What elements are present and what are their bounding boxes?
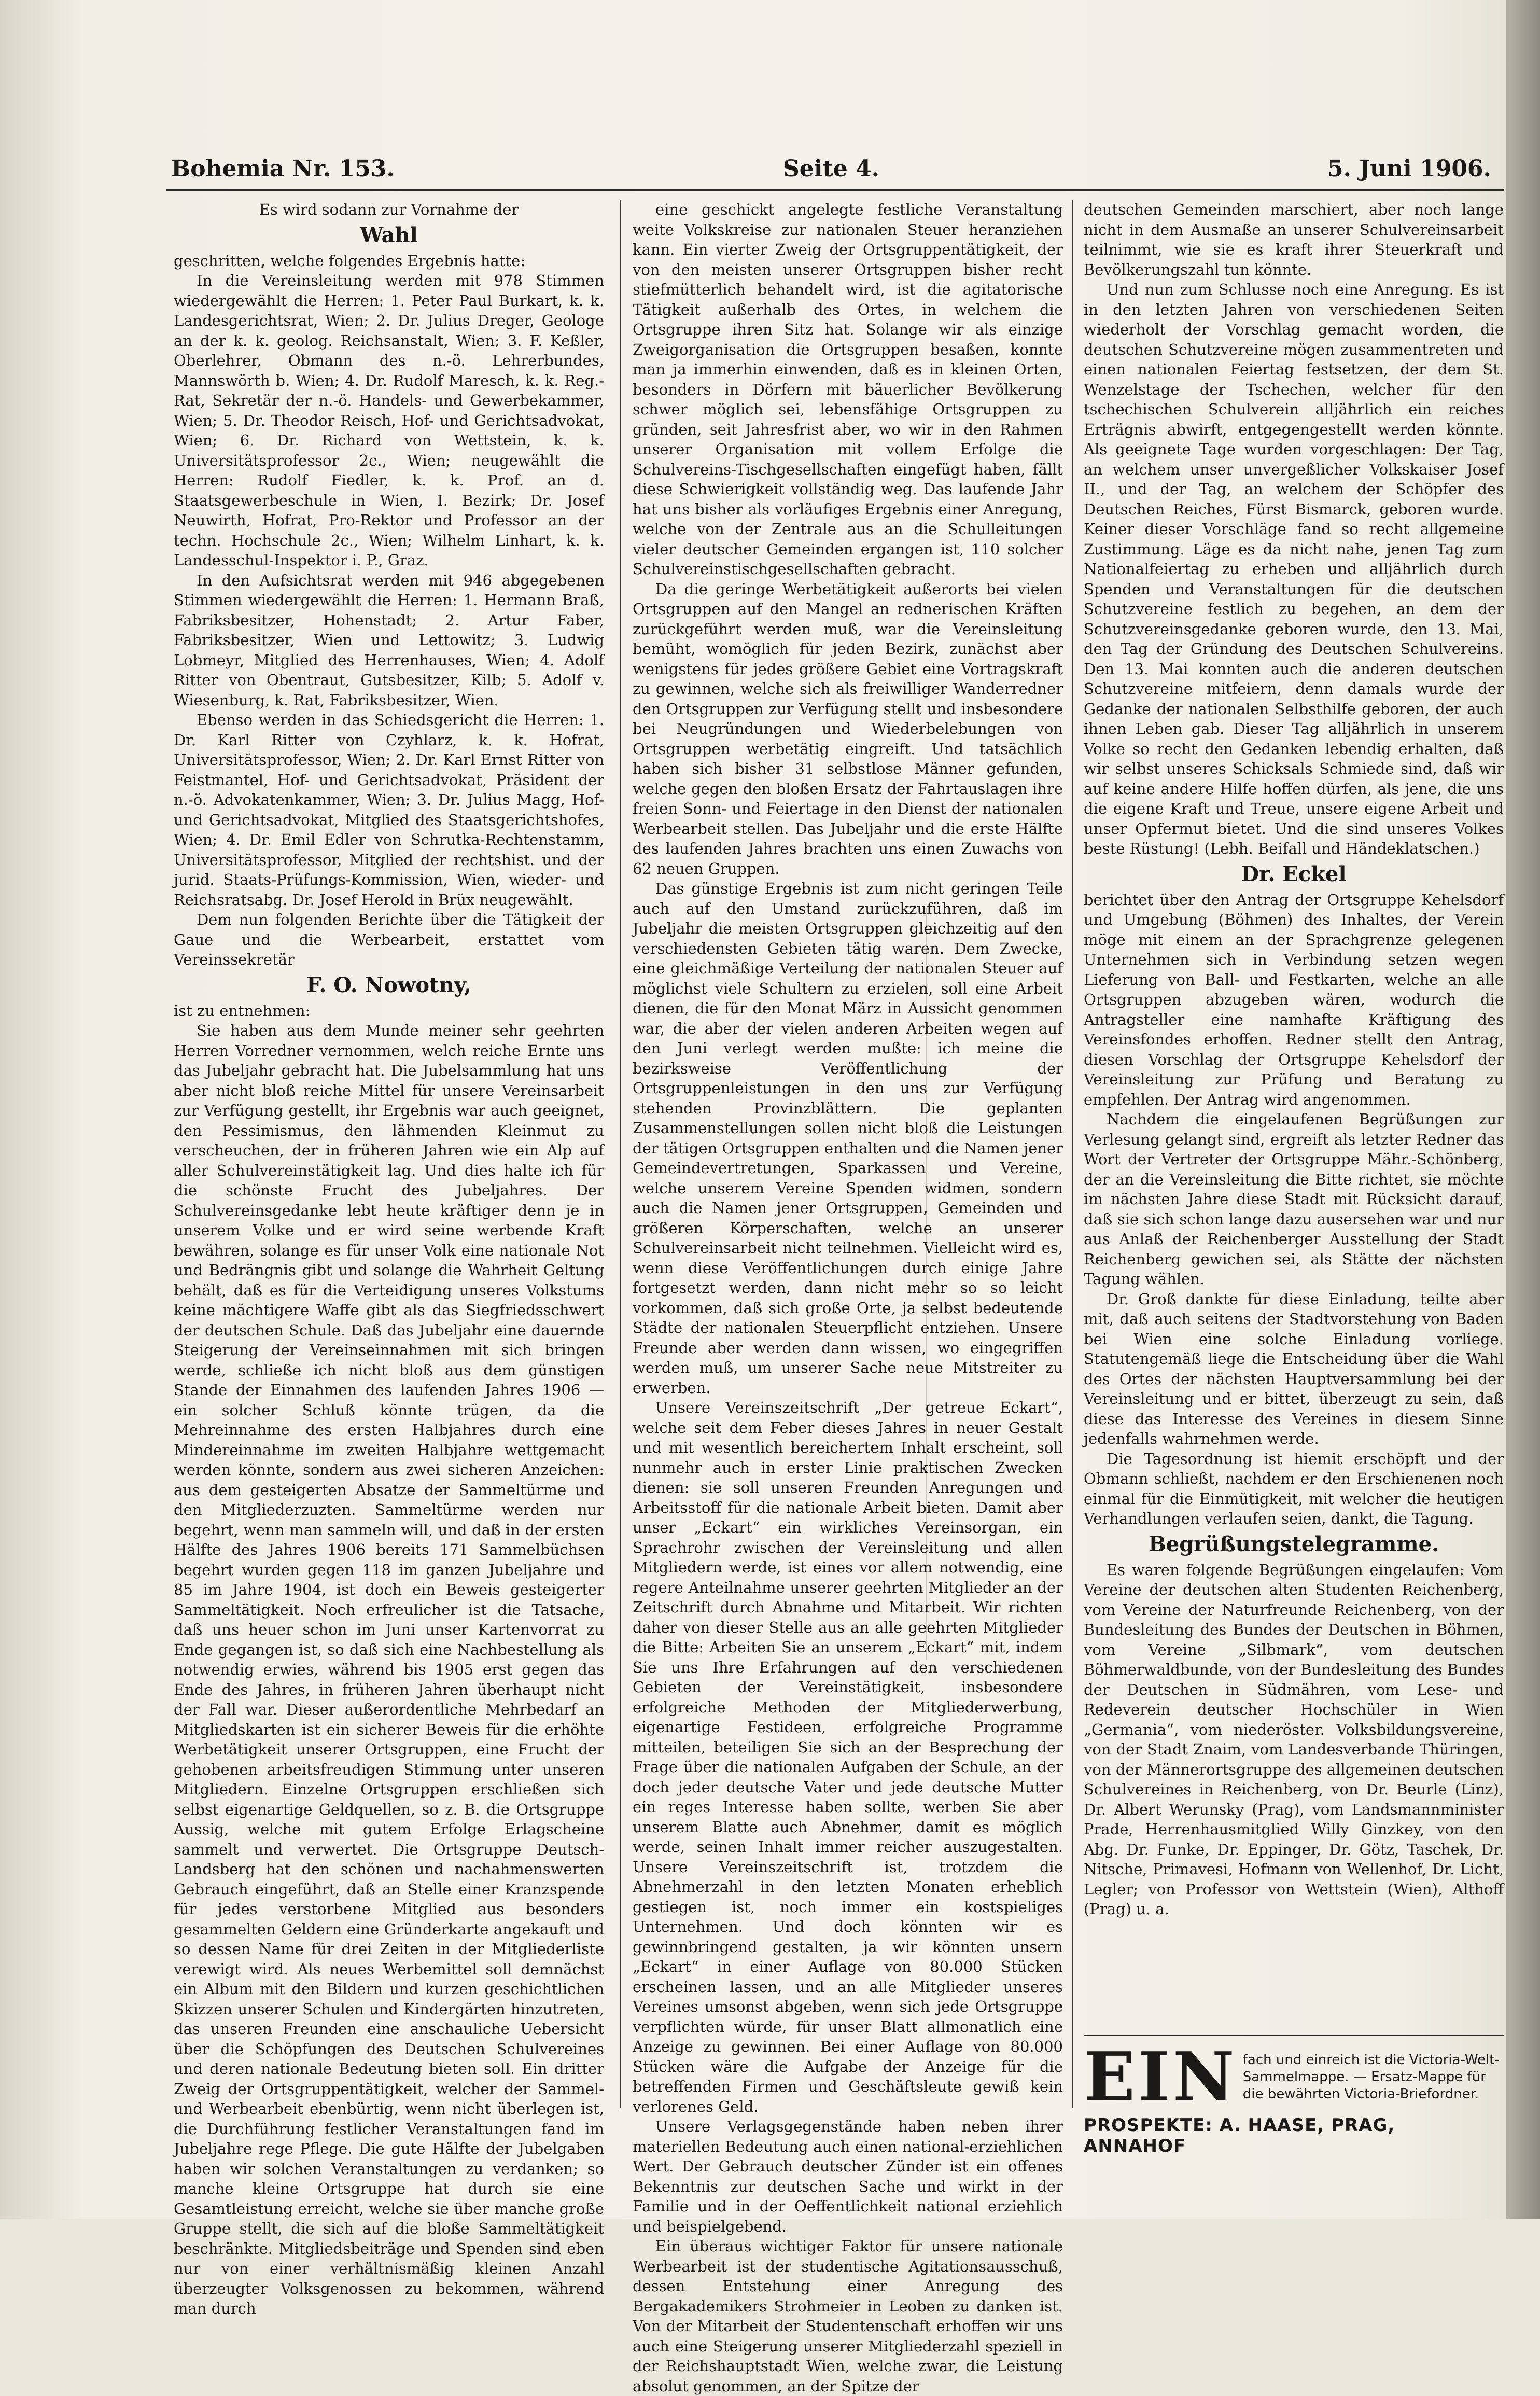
paragraph: Dr. Groß dankte für diese Einladung, teilte aber mit, daß auch seitens der Stadtvorstehung von Baden bei Wien eine solche Einladung vorliege. Statutengemäß liege die Entscheidung über die Wahl des Ortes der nächsten Hauptversammlung bei der Vereinsleitung und er bittet, überzeugt zu sein, daß diese das Interesse des Vereines in diesem Sinne jedenfalls wahrnehmen werde. [1084, 1290, 1504, 1447]
paragraph: Unsere Vereinszeitschrift „Der getreue Eckart“, welche seit dem Feber dieses Jahres in neuer Gestalt und mit wesentlich bereichertem Inhalt erscheint, soll nunmehr auch in erster Linie praktischen Zwecken dienen: sie soll unseren Freunden Anregungen und Arbeitsstoff für die nationale Arbeit bieten. Damit aber unser „Eckart“ ein wirkliches Vereinsorgan, ein Sprachrohr zwischen der Vereinsleitung und allen Mitgliedern werde, ist eines vor allem notwendig, eine regere Anteilnahme unserer geehrten Mitglieder an der Zeitschrift durch Abnahme und Mitarbeit. Wir richten daher von dieser Stelle aus an alle geehrten Mitglieder die Bitte: Arbeiten Sie an unserem „Eckart“ mit, indem Sie uns Ihre Erfahrungen auf den verschiedenen Gebieten der Vereinstätigkeit, insbesondere erfolgreiche Methoden der Mitgliederwerbung, eigenartige Festideen, erfolgreiche Programme mitteilen, beteiligen Sie sich an der Besprechung der Frage über die nationalen Aufgaben der Schule, an der doch jeder deutsche Vater und jede deutsche Mutter ein reges Interesse haben sollte, werben Sie aber unserem Blatte auch Abnehmer, damit es möglich werde, seinen Inhalt immer reicher auszugestalten. Unsere Vereinszeitschrift ist, trotzdem die Abnehmerzahl in den letzten Monaten erheblich gestiegen ist, noch immer ein kostspieliges Unternehmen. Und doch könnten wir es gewinnbringend gestalten, ja wir könnten unsern „Eckart“ in einer Auflage von 80.000 Stücken erscheinen lassen, und an alle Mitglieder unseres Vereines umsonst abgeben, wenn sich jede Ortsgruppe verpflichten würde, für unser Blatt allmonatlich eine Anzeige zu gewinnen. Bei einer Auflage von 80.000 Stücken wäre die Aufgabe der Anzeige für die betreffenden Firmen und Geschäftsleute gewiß kein verlorenes Geld. [633, 1399, 1063, 2115]
column-rule [1072, 200, 1073, 2108]
header-issue: Bohemia Nr. 153. [171, 156, 395, 182]
paragraph: Und nun zum Schlusse noch eine Anregung. Es ist in den letzten Jahren von verschiedenen Seiten wiederholt der Vorschlag gemacht worden, die deutschen Schutzvereine mögen zusammentreten und einen nationalen Feiertag festsetzen, der dem St. Wenzelstage der Tschechen, welcher für den tschechischen Schulverein alljährlich ein reiches Erträgnis abwirft, entgegengestellt werden könnte. Als geeignete Tage wurden vorgeschlagen: Der Tag, an welchem unser unvergeßlicher Volkskaiser Josef II., und der Tag, an welchem der Schöpfer des Deutschen Reiches, Fürst Bismarck, geboren wurde. Keiner dieser Vorschläge fand so recht allgemeine Zustimmung. Läge es da nicht nahe, jenen Tag zum Nationalfeiertag zu erheben und alljährlich durch Spenden und Veranstaltungen für die deutschen Schutzvereine festlich zu begehen, an dem der Schutzvereinsgedanke geboren wurde, den 13. Mai, den Tag der Gründung des Deutschen Schulvereins. Den 13. Mai konnten auch die anderen deutschen Schutzvereine mitfeiern, denn damals wurde der Gedanke der nationalen Selbsthilfe geboren, der auch ihnen Leben gab. Dieser Tag alljährlich in unserem Volke so recht den Gedanken lebendig erhalten, daß wir selbst unseres Schicksals Schmiede sind, daß wir auf keine andere Hilfe hoffen dürfen, als jene, die uns die eigene Kraft und Treue, unsere eigene Arbeit und unser Opfermut bietet. Und die sind unseres Volkes beste Rüstung! (Lebh. Beifall und Händeklatschen.) [1084, 281, 1504, 857]
paragraph: Es waren folgende Begrüßungen eingelaufen: Vom Vereine der deutschen alten Studenten Reichenberg, vom Vereine der Naturfreunde Reichenberg, von der Bundesleitung des Bundes der Deutschen in Böhmen, vom Vereine „Silbmark“, vom deutschen Böhmerwaldbunde, von der Bundesleitung des Bundes der Deutschen in Südmähren, vom Lese- und Redeverein deutscher Hochschüler in Wien „Germania“, vom niederöster. Volksbildungsvereine, von der Stadt Znaim, vom Landesverbande Thüringen, von der Männerortsgruppe des allgemeinen deutschen Schulvereines in Reichenberg, von Dr. Beurle (Linz), Dr. Albert Werunsky (Prag), vom Landsmannminister Prade, Herrenhausmitglied Willy Ginzkey, von den Abg. Dr. Funke, Dr. Eppinger, Dr. Götz, Taschek, Dr. Nitsche, Primavesi, Hofmann von Wellenhof, Dr. Licht, Legler; von Professor von Wettstein (Wien), Althoff (Prag) u. a. [1084, 1561, 1504, 1918]
advertisement [1084, 2025, 1504, 2156]
section-heading: Wahl [360, 222, 418, 247]
section-heading: F. O. Nowotny, [306, 972, 471, 997]
paragraph: Die Tagesordnung ist hiemit erschöpft und der Obmann schließt, nachdem er den Erschienenen noch einmal für die Einmütigkeit, mit welcher die heutigen Verhandlungen verlaufen seien, dankt, die Tagung. [1084, 1450, 1504, 1527]
paragraph: eine geschickt angelegte festliche Veranstaltung weite Volkskreise zur nationalen Steuer heranziehen kann. Ein vierter Zweig der Ortsgruppentätigkeit, der von den meisten unserer Ortsgruppen bisher recht stiefmütterlich behandelt wird, ist die agitatorische Tätigkeit außerhalb des Ortes, in welchem die Ortsgruppe ihren Sitz hat. Solange wir als einzige Zweigorganisation die Ortsgruppen besaßen, konnte man ja immerhin einwenden, daß es in kleinen Orten, besonders in Dörfern mit bäuerlicher Bevölkerung schwer möglich sei, lebensfähige Ortsgruppen zu gründen, seit Jahresfrist aber, wo wir in den Rahmen unserer Organisation mit vollem Erfolge die Schulvereins-Tischgesellschaften eingefügt haben, fällt diese Schwierigkeit vollständig weg. Das laufende Jahr hat uns bisher als vorläufiges Ergebnis einer Anregung, welche von der Zentrale aus an die Schulleitungen vieler deutscher Gemeinden ergangen ist, 110 solcher Schulvereinstischgesellschaften gebracht. [633, 201, 1063, 578]
column-2 [633, 200, 1063, 2395]
column-rule [620, 200, 621, 2108]
paragraph: Ebenso werden in das Schiedsgericht die Herren: 1. Dr. Karl Ritter von Czyhlarz, k. k. Hofrat, Universitätsprofessor, Wien; 2. Dr. Karl Ernst Ritter von Feistmantel, Hof- und Gerichtsadvokat, Präsident der n.-ö. Advokatenkammer, Wien; 3. Dr. Julius Magg, Hof- und Gerichtsadvokat, Mitglied des Staatsgerichtshofes, Wien; 4. Dr. Emil Edler von Schrutka-Rechtenstamm, Universitätsprofessor, Mitglied der rechtshist. und der jurid. Staats-Prüfungs-Kommission, Wien, wieder- und Reichsratsabg. Dr. Josef Herold in Brüx neugewählt. [174, 711, 604, 909]
section-heading: Dr. Eckel [1241, 861, 1347, 886]
paragraph: deutschen Gemeinden marschiert, aber noch lange nicht in dem Ausmaße an unserer Schulvereinsarbeit teilnimmt, wie sie es kraft ihrer Steuerkraft und Bevölkerungszahl tun könnte. [1084, 201, 1504, 278]
paragraph: Es wird sodann zur Vornahme der [259, 201, 519, 218]
paragraph: ist zu entnehmen: [174, 1001, 311, 1020]
paragraph: Da die geringe Werbetätigkeit außerorts bei vielen Ortsgruppen auf den Mangel an rednerischen Kräften zurückgeführt werden muß, war die Vereinsleitung bemüht, womöglich für jeden Bezirk, zunächst aber wenigstens für jedes größere Gebiet eine Vortragskraft zu gewinnen, welche sich als freiwilliger Wanderredner den Ortsgruppen zur Verfügung stellt und insbesondere bei Neugründungen und Wiederbelebungen von Ortsgruppen werbetätig eingreift. Und tatsächlich haben sich bisher 31 selbstlose Männer gefunden, welche gegen den bloßen Ersatz der Fahrtauslagen ihre freien Sonn- und Feiertage in den Dienst der nationalen Werbearbeit stellen. Das Jubeljahr und die erste Hälfte des laufenden Jahres brachten uns einen Zuwachs von 62 neuen Gruppen. [633, 580, 1063, 877]
header-page-number: Seite 4. [783, 156, 880, 182]
column-3 [1084, 200, 1504, 2020]
paragraph: geschritten, welche folgendes Ergebnis hatte: [174, 252, 526, 270]
paragraph: Nachdem die eingelaufenen Begrüßungen zur Verlesung gelangt sind, ergreift als letzter Redner das Wort der Vertreter der Ortsgruppe Mähr.-Schönberg, der an die Vereinsleitung die Bitte richtet, sie möchte im nächsten Jahre diese Stadt mit Rücksicht darauf, daß sie sich schon lange dazu ausersehen war und nur aus Anlaß der Reichenberger Ausstellung der Stadt Reichenberg gewichen sei, als Stätte der nächsten Tagung wählen. [1084, 1110, 1504, 1288]
section-heading: Begrüßungstelegramme. [1149, 1531, 1439, 1556]
ad-prospekte-line: PROSPEKTE: A. HAASE, PRAG, ANNAHOF [1084, 2115, 1395, 2156]
paragraph: Dem nun folgenden Berichte über die Tätigkeit der Gaue und die Werbearbeit, erstattet vom Vereinssekretär [174, 911, 604, 968]
ad-copy: fach und einreich ist die Victoria-Welt-Sammelmappe. — Ersatz-Mappe für die bewährten Victoria-Briefordner. [1242, 2052, 1500, 2102]
paragraph: Unsere Verlagsgegenstände haben neben ihrer materiellen Bedeutung auch einen national-erziehlichen Wert. Der Gebrauch deutscher Zünder ist ein offenes Bekenntnis zur deutschen Sache und wirkt in der Familie und in der Oeffentlichkeit national erziehlich und beispielgebend. [633, 2118, 1063, 2235]
paragraph: berichtet über den Antrag der Ortsgruppe Kehelsdorf und Umgebung (Böhmen) des Inhaltes, der Verein möge mit einem an der Sprachgrenze gelegenen Unternehmen sich in Verbindung setzen wegen Lieferung von Ball- und Festkarten, welche an alle Ortsgruppen abzugeben wären, wodurch die Antragsteller eine namhafte Kräftigung des Vereinsfondes erhoffen. Redner stellt den Antrag, diesen Vorschlag der Ortsgruppe Kehelsdorf der Vereinsleitung zur Prüfung und Beratung zu empfehlen. Der Antrag wird angenommen. [1084, 890, 1504, 1108]
ad-headline: EIN [1084, 2037, 1238, 2116]
paragraph: Ein überaus wichtiger Faktor für unsere nationale Werbearbeit ist der studentische Agitationsausschuß, dessen Entstehung einer Anregung des Bergakademikers Strohmeier in Leoben zu danken ist. Von der Mitarbeit der Studentenschaft erhoffen wir uns auch eine Steigerung unserer Mitgliederzahl speziell in der Reichshauptstadt Wien, welche zwar, die Leistung absolut genommen, an der Spitze der [633, 2237, 1063, 2395]
page-edge [1506, 0, 1540, 2219]
column-1 [174, 200, 604, 2317]
ad-box [1084, 2035, 1504, 2116]
header-rule [166, 189, 1504, 191]
paragraph: Sie haben aus dem Munde meiner sehr geehrten Herren Vorredner vernommen, welch reiche Ernte uns das Jubeljahr gebracht hat. Die Jubelsammlung hat uns aber nicht bloß reiche Mittel für unsere Vereinsarbeit zur Verfügung gestellt, ihr Ergebnis war auch geeignet, den Pessimismus, den lähmenden Kleinmut zu verscheuchen, der in früheren Jahren wie ein Alp auf aller Schulvereinstätigkeit lag. Und dies halte ich für die schönste Frucht des Jubeljahres. Der Schulvereinsgedanke lebt heute kräftiger denn je in unserem Volke und er wird seine werbende Kraft bewähren, solange es für unser Volk eine nationale Not und Bedrängnis gibt und solange die Wahrheit Geltung behält, daß es für die Verteidigung unseres Volkstums keine mächtigere Waffe gibt als das Siegfriedsschwert der deutschen Schule. Daß das Jubeljahr eine dauernde Steigerung der Vereinseinnahmen mit sich bringen werde, schließe ich nicht bloß aus dem günstigen Stande der Einnahmen des laufenden Jahres 1906 — ein solcher Schluß könnte trügen, da die Mehreinnahme des ersten Halbjahres durch eine Mindereinnahme im zweiten Halbjahre wettgemacht werden könnte, sondern aus zwei sicheren Anzeichen: aus dem gesteigerten Absatze der Sammeltürme und den Mitgliederzuzten. Sammeltürme werden nur begehrt, wenn man sammeln will, und daß in der ersten Hälfte des Jahres 1906 bereits 171 Sammelbüchsen begehrt wurden gegen 118 im ganzen Jubeljahre und 85 im Jahre 1904, ist doch ein Beweis gesteigerter Sammeltätigkeit. Noch erfreulicher ist die Tatsache, daß uns heuer schon im Juni unser Kartenvorrat zu Ende gegangen ist, so daß sich eine Nachbestellung als notwendig erwies, während bis 1905 erst gegen das Ende des Jahres, in früheren Jahren überhaupt nicht der Fall war. Dieser außerordentliche Mehrbedarf an Mitgliedskarten ist ein sicherer Beweis für die erhöhte Werbetätigkeit unserer Ortsgruppen, eine Frucht der gehobenen arbeitsfreudigen Stimmung unter unseren Mitgliedern. Einzelne Ortsgruppen erschließen sich selbst eigenartige Geldquellen, so z. B. die Ortsgruppe Aussig, welche mit gutem Erfolge Erlagscheine sammelt und verwertet. Die Ortsgruppe Deutsch-Landsberg hat den schönen und nachahmenswerten Gebrauch eingeführt, daß an Stelle einer Kranzspende für jedes verstorbene Mitglied aus besonders gesammelten Geldern eine Gründerkarte angekauft und so dessen Name für drei Zeiten in der Mitgliederliste verewigt wird. Als neues Werbemittel soll demnächst ein Album mit den Bildern und kurzen geschichtlichen Skizzen unserer Schulen und Kindergärten hinzutreten, das unseren Freunden eine anschauliche Uebersicht über die Schöpfungen des Deutschen Schulvereines und deren nationale Bedeutung bieten soll. Ein dritter Zweig der Ortsgruppentätigkeit, welcher der Sammel- und Werbearbeit ebenbürtig, wenn nicht überlegen ist, die Durchführung festlicher Veranstaltungen fand im Jubeljahre rege Pflege. Die gute Hälfte der Jubelgaben haben wir solchen Veranstaltungen zu verdanken; so manche kleine Ortsgruppe hat durch sie eine Gesamtleistung erreicht, welche sie über manche große Gruppe stellt, die sich auf die bloße Sammeltätigkeit beschränkte. Mitgliedsbeiträge und Spenden sind eben nur von einer verhältnismäßig kleinen Anzahl überzeugter Volksgenossen zu bekommen, während man durch [174, 1022, 604, 2317]
paragraph: In die Vereinsleitung werden mit 978 Stimmen wiedergewählt die Herren: 1. Peter Paul Burkart, k. k. Landesgerichtsrat, Wien; 2. Dr. Julius Dreger, Geologe an der k. k. geolog. Reichsanstalt, Wien; 3. F. Keßler, Oberlehrer, Obmann des n.-ö. Lehrerbundes, Mannswörth b. Wien; 4. Dr. Rudolf Maresch, k. k. Reg.-Rat, Sekretär der n.-ö. Handels- und Gewerbekammer, Wien; 5. Dr. Theodor Reisch, Hof- und Gerichtsadvokat, Wien; 6. Dr. Richard von Wettstein, k. k. Universitätsprofessor 2c., Wien; neugewählt die Herren: Rudolf Fiedler, k. k. Prof. an d. Staatsgewerbeschule in Wien, I. Bezirk; Dr. Josef Neuwirth, Hofrat, Pro-Rektor und Professor an der techn. Hochschule 2c., Wien; Wilhelm Linhart, k. k. Landesschul-Inspektor i. P., Graz. [174, 272, 604, 569]
paragraph: In den Aufsichtsrat werden mit 946 abgegebenen Stimmen wiedergewählt die Herren: 1. Hermann Braß, Fabriksbesitzer, Hohenstadt; 2. Artur Faber, Fabriksbesitzer, Wien und Lettowitz; 3. Ludwig Lobmeyr, Mitglied des Herrenhauses, Wien; 4. Adolf Ritter von Obentraut, Gutsbesitzer, Kilb; 5. Adolf v. Wiesenburg, k. Rat, Fabriksbesitzer, Wien. [174, 571, 604, 709]
paragraph: Das günstige Ergebnis ist zum nicht geringen Teile auch auf den Umstand zurückzuführen, daß im Jubeljahr die meisten Ortsgruppen gleichzeitig auf den verschiedensten Gebieten tätig waren. Dem Zwecke, eine gleichmäßige Verteilung der nationalen Steuer auf möglichst viele Schultern zu erzielen, soll eine Arbeit dienen, die für den Monat März in Aussicht genommen war, die aber der vielen anderen Arbeiten wegen auf den Juni verlegt werden mußte: ich meine die bezirksweise Veröffentlichung der Ortsgruppenleistungen in den uns zur Verfügung stehenden Provinzblättern. Die geplanten Zusammenstellungen sollen nicht bloß die Leistungen der tätigen Ortsgruppen enthalten und die Namen jener Gemeindevertretungen, Sparkassen und Vereine, welche unserem Vereine Spenden widmen, sondern auch die Namen jener Ortsgruppen, Gemeinden und größeren Körperschaften, welche an unserer Schulvereinsarbeit nicht teilnehmen. Vielleicht wird es, wenn diese Veröffentlichungen durch einige Jahre fortgesetzt werden, dann nicht mehr so so leicht vorkommen, daß sich große Orte, ja selbst bedeutende Städte der nationalen Steuerpflicht entziehen. Unsere Freunde aber werden dann wissen, wo eingegriffen werden muß, um unserer Sache neue Mitstreiter zu erwerben. [633, 880, 1063, 1397]
header-date: 5. Juni 1906. [1327, 156, 1491, 182]
